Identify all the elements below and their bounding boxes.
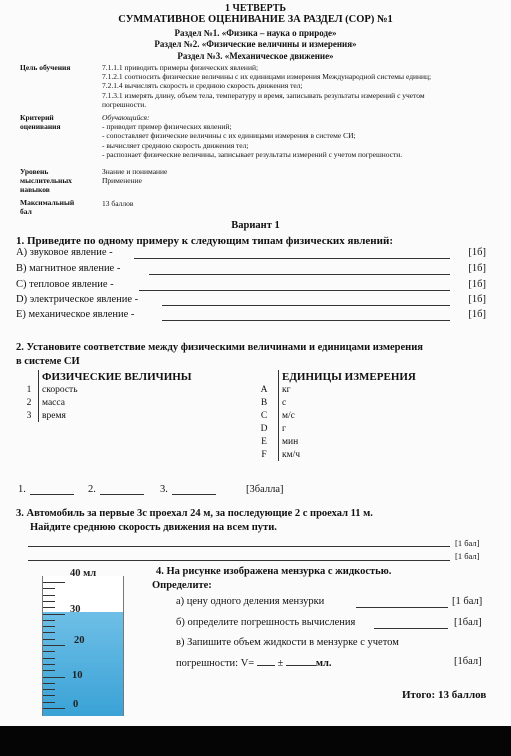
units-header: ЕДИНИЦЫ ИЗМЕРЕНИЯ bbox=[279, 370, 451, 383]
q1-item-points: [1б] bbox=[468, 294, 486, 305]
scale-tick bbox=[43, 632, 55, 633]
answer-line[interactable] bbox=[134, 258, 450, 259]
scale-tick bbox=[43, 658, 55, 659]
graduated-cylinder bbox=[42, 576, 124, 716]
quantity-number: 1 bbox=[26, 384, 32, 395]
q4-part-c-line bbox=[176, 656, 332, 669]
unit-name: кг bbox=[279, 383, 451, 396]
table-row bbox=[250, 448, 450, 461]
answer-line[interactable] bbox=[149, 274, 450, 275]
q2-points: [3балла] bbox=[246, 484, 284, 495]
scale-tick bbox=[43, 595, 55, 596]
quantity-name: время bbox=[39, 409, 241, 422]
criteria-label bbox=[20, 113, 61, 131]
question-2-text-cont: в системе СИ bbox=[16, 356, 80, 367]
q1-item-label: B) магнитное явление - bbox=[16, 263, 121, 274]
total-score: Итого: 13 баллов bbox=[402, 689, 487, 701]
question-2-text: 2. Установите соответствие между физическими величинами и единицами измерения bbox=[16, 342, 423, 353]
variant-title: Вариант 1 bbox=[231, 220, 280, 231]
quarter-title: 1 ЧЕТВЕРТЬ bbox=[224, 3, 287, 14]
section-2-title: Раздел №2. «Физические величины и измерения» bbox=[154, 39, 357, 49]
q1-answer-row bbox=[16, 279, 486, 293]
answer-number: 2. bbox=[88, 484, 96, 495]
unit-name: г bbox=[279, 422, 451, 435]
unit-letter: F bbox=[261, 449, 267, 460]
goal-item: 7.1.2.1 соотносить физические величины с их единицами измерения Международной системы единиц; bbox=[102, 72, 432, 82]
scale-label-0: 0 bbox=[73, 699, 79, 710]
q3-points-2: [1 бал] bbox=[455, 551, 480, 561]
answer-line[interactable] bbox=[28, 546, 450, 547]
scale-tick bbox=[43, 689, 55, 690]
q3-points-1: [1 бал] bbox=[455, 538, 480, 548]
answer-line[interactable] bbox=[162, 305, 450, 306]
scale-tick bbox=[43, 626, 55, 627]
scale-label-30: 30 bbox=[70, 604, 81, 615]
scale-tick bbox=[43, 677, 65, 678]
goal-item: 7.1.3.1 измерять длину, объем тела, температуру и время, записывать результаты измерений с учетом bbox=[102, 90, 425, 100]
question-3-text: 3. Автомобиль за первые 3с проехал 24 м, за последующие 2 с проехал 11 м. bbox=[16, 508, 373, 519]
q4-part-a: а) цену одного деления мензурки bbox=[176, 596, 325, 607]
quantity-number: 2 bbox=[26, 397, 32, 408]
table-row bbox=[20, 396, 240, 409]
table-row bbox=[250, 396, 450, 409]
q4-part-c: в) Запишите объем жидкости в мензурке с учетом bbox=[176, 637, 399, 648]
scale-tick bbox=[43, 614, 65, 615]
level-label-line: Уровень bbox=[20, 167, 49, 176]
table-row bbox=[250, 409, 450, 422]
unit-name: км/ч bbox=[279, 448, 451, 461]
answer-line[interactable] bbox=[28, 560, 450, 561]
table-row bbox=[250, 383, 450, 396]
q1-item-points: [1б] bbox=[468, 247, 486, 258]
answer-line[interactable] bbox=[162, 320, 450, 321]
q4-volume-label: погрешности: V= bbox=[176, 658, 255, 669]
answer-number: 3. bbox=[160, 484, 168, 495]
level-label bbox=[20, 167, 72, 194]
scale-tick bbox=[43, 664, 55, 665]
scale-tick bbox=[43, 702, 55, 703]
scale-tick bbox=[43, 670, 55, 671]
q4-part-b-points: [1бал] bbox=[454, 617, 482, 628]
scale-tick bbox=[43, 588, 55, 589]
unit-letter: D bbox=[260, 423, 268, 434]
q1-item-label: E) механическое явление - bbox=[16, 309, 135, 320]
q1-item-points: [1б] bbox=[468, 309, 486, 320]
unit-name: м/с bbox=[279, 409, 451, 422]
scale-tick bbox=[43, 651, 55, 652]
goal-item: 7.2.1.4 вычислять скорость и среднюю скорость движения тел; bbox=[102, 81, 303, 91]
q1-answer-row bbox=[16, 294, 486, 308]
level-label-line: мыслительных bbox=[20, 176, 72, 185]
q1-answer-row bbox=[16, 263, 486, 277]
q1-item-label: A) звуковое явление - bbox=[16, 247, 113, 258]
q4-part-c-points: [1бал] bbox=[454, 656, 482, 667]
answer-2[interactable] bbox=[88, 484, 144, 495]
table-row bbox=[20, 383, 240, 396]
unit-letter: B bbox=[260, 397, 268, 408]
question-4-text: 4. На рисунке изображена мензурка с жидкостью. bbox=[156, 566, 392, 577]
unit-letter: C bbox=[260, 410, 268, 421]
scale-tick bbox=[43, 639, 55, 640]
criteria-label-line: оценивания bbox=[20, 122, 61, 131]
quantities-table bbox=[20, 370, 240, 422]
max-value: 13 баллов bbox=[102, 199, 134, 208]
assessment-title: СУММАТИВНОЕ ОЦЕНИВАНИЕ ЗА РАЗДЕЛ (СОР) №1 bbox=[118, 14, 393, 25]
q1-answer-row bbox=[16, 309, 486, 323]
scale-tick bbox=[43, 607, 55, 608]
scale-tick bbox=[43, 683, 55, 684]
q1-answer-row bbox=[16, 247, 486, 261]
question-1-text: 1. Приведите по одному примеру к следующим типам физических явлений: bbox=[16, 235, 393, 247]
units-table bbox=[250, 370, 450, 461]
goal-item: 7.1.1.1 приводить примеры физических явлений; bbox=[102, 63, 259, 72]
unit-name: с bbox=[279, 396, 451, 409]
unit-letter: E bbox=[261, 436, 267, 447]
q4-part-a-points: [1 бал] bbox=[452, 596, 483, 607]
answer-blank[interactable] bbox=[30, 484, 74, 495]
criteria-item: - приводит пример физических явлений; bbox=[102, 122, 232, 132]
q1-item-label: C) тепловое явление - bbox=[16, 279, 114, 290]
goal-item: погрешности. bbox=[102, 99, 147, 109]
criteria-item: - вычисляет среднюю скорость движения тел; bbox=[102, 140, 249, 150]
error-value-blank[interactable] bbox=[286, 656, 316, 666]
quantity-number: 3 bbox=[26, 410, 32, 421]
volume-unit: мл. bbox=[315, 658, 332, 669]
table-row bbox=[250, 422, 450, 435]
scale-label-20: 20 bbox=[74, 635, 85, 646]
answer-1[interactable] bbox=[18, 484, 74, 495]
q1-item-label: D) электрическое явление - bbox=[16, 294, 139, 305]
bottom-black-bar bbox=[0, 726, 511, 756]
q1-item-points: [1б] bbox=[468, 263, 486, 274]
answer-number: 1. bbox=[18, 484, 26, 495]
volume-value-blank[interactable] bbox=[257, 656, 275, 666]
scale-tick bbox=[43, 582, 65, 583]
quantity-name: масса bbox=[39, 396, 241, 409]
unit-name: мин bbox=[279, 435, 451, 448]
question-4-subtitle: Определите: bbox=[152, 580, 212, 591]
table-row bbox=[20, 409, 240, 422]
answer-3[interactable] bbox=[160, 484, 216, 495]
levels-list bbox=[102, 167, 167, 185]
scale-tick bbox=[43, 708, 65, 709]
scale-label-10: 10 bbox=[72, 670, 83, 681]
criteria-label-line: Критерий bbox=[20, 113, 54, 122]
scale-label-40: 40 мл bbox=[70, 568, 97, 579]
question-3-text-cont: Найдите среднюю скорость движения на всем пути. bbox=[30, 522, 277, 533]
quantities-header: ФИЗИЧЕСКИЕ ВЕЛИЧИНЫ bbox=[39, 370, 241, 383]
max-label-line: Максимальный bbox=[20, 198, 75, 207]
q1-item-points: [1б] bbox=[468, 279, 486, 290]
section-3-title: Раздел №3. «Механическое движение» bbox=[177, 51, 334, 61]
goals-list bbox=[102, 63, 431, 109]
level-item: Применение bbox=[102, 176, 142, 186]
answer-line[interactable] bbox=[139, 290, 450, 291]
scale-tick bbox=[43, 695, 55, 696]
answer-line[interactable] bbox=[374, 628, 448, 629]
unit-letter: A bbox=[260, 384, 268, 395]
max-label-line: бал bbox=[20, 207, 32, 216]
criteria-list bbox=[102, 113, 402, 159]
criteria-item: - сопоставляет физические величины с их единицами измерения в системе СИ; bbox=[102, 131, 356, 141]
max-label bbox=[20, 198, 74, 216]
liquid-fill bbox=[43, 612, 123, 716]
scale-tick bbox=[43, 601, 55, 602]
quantity-name: скорость bbox=[39, 383, 241, 396]
scale-tick bbox=[43, 645, 65, 646]
answer-line[interactable] bbox=[356, 607, 448, 608]
table-row bbox=[250, 435, 450, 448]
level-label-line: навыков bbox=[20, 185, 50, 194]
criteria-item: - распознает физические величины, записывает результаты измерений с учетом погрешности. bbox=[102, 149, 403, 159]
scale-tick bbox=[43, 620, 55, 621]
criteria-item: Обучающийся: bbox=[102, 113, 150, 122]
goal-label: Цель обучения bbox=[20, 63, 71, 72]
answer-blank[interactable] bbox=[172, 484, 216, 495]
plus-minus-sign: ± bbox=[277, 658, 284, 669]
answer-blank[interactable] bbox=[100, 484, 144, 495]
level-item: Знание и понимание bbox=[102, 167, 168, 176]
q4-part-b: б) определите погрешность вычисления bbox=[176, 617, 356, 628]
section-1-title: Раздел №1. «Физика – наука о природе» bbox=[174, 28, 337, 38]
